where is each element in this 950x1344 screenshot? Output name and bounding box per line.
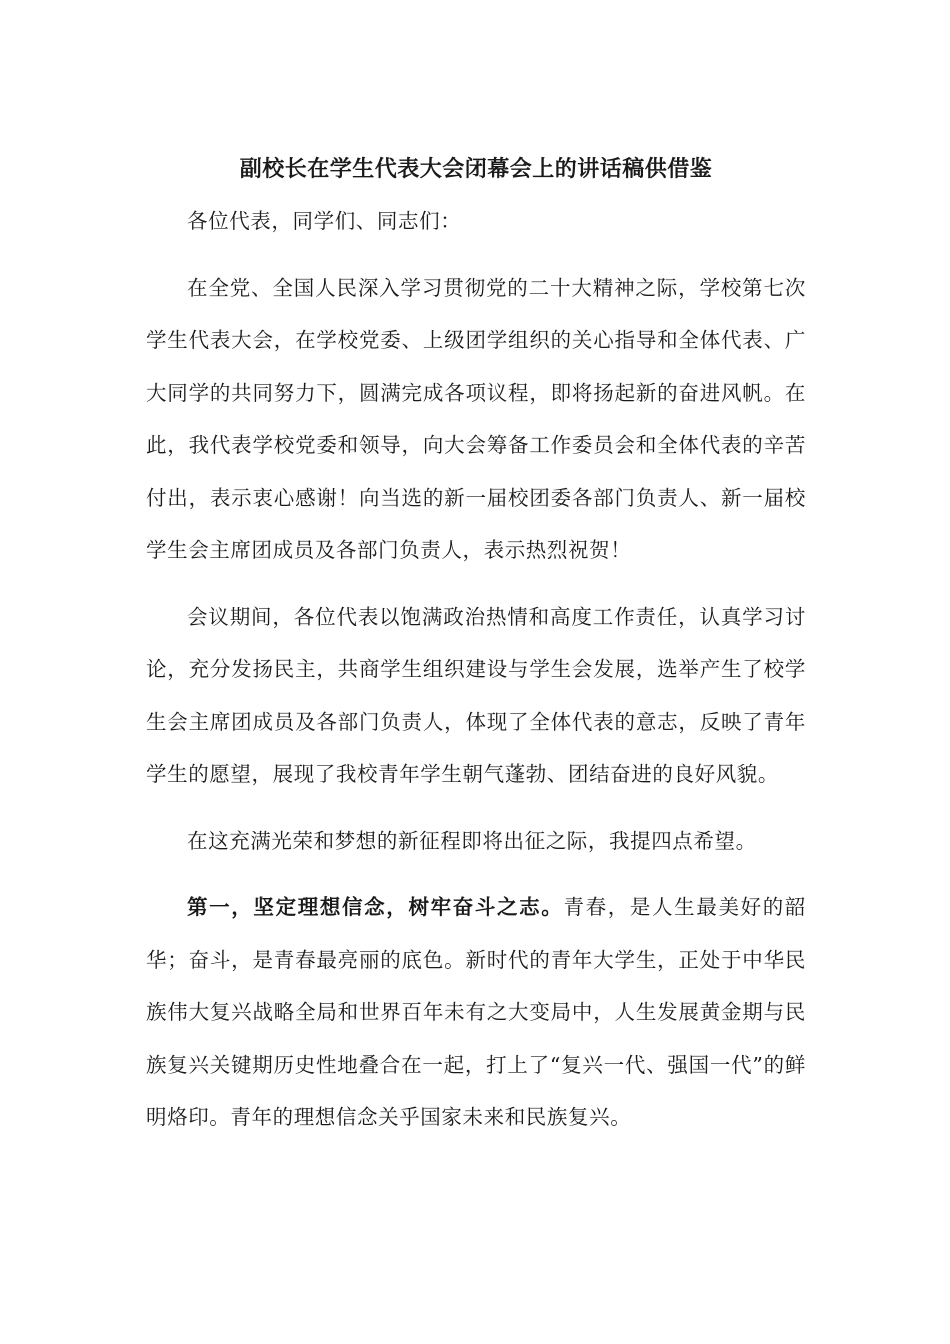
- paragraph-4-lead: 第一，坚定理想信念，树牢奋斗之志。: [187, 895, 564, 919]
- paragraph-1: [146, 262, 806, 577]
- paragraph-2: [146, 591, 806, 801]
- paragraph-3-text: 在这充满光荣和梦想的新征程即将出征之际，我提四点希望。: [187, 828, 757, 853]
- document-title: 副校长在学生代表大会闭幕会上的讲话稿供借鉴: [239, 156, 713, 182]
- paragraph-1-text: 在全党、全国人民深入学习贯彻党的二十大精神之际，学校第七次学生代表大会，在学校党委、上级团学组织的关心指导和全体代表、广大同学的共同努力下，圆满完成各项议程，即将扬起新的奋进风帆。在此，我代表学校党委和领导，向大会筹备工作委员会和全体代表的辛苦付出，表示衷心感谢！向当选的新一届校团委各部门负责人、新一届校学生会主席团成员及各部门负责人，表示热烈祝贺！: [146, 275, 806, 562]
- salutation: 各位代表，同学们、同志们：: [187, 209, 462, 233]
- document-page: [146, 143, 806, 1144]
- paragraph-2-text: 会议期间，各位代表以饱满政治热情和高度工作责任，认真学习讨论，充分发扬民主，共商学生组织建设与学生会发展，选举产生了校学生会主席团成员及各部门负责人，体现了全体代表的意志，反映了青年学生的愿望，展现了我校青年学生朝气蓬勃、团结奋进的良好风貌。: [146, 604, 806, 786]
- paragraph-4-text: 青春，是人生最美好的韶华；奋斗，是青春最亮丽的底色。新时代的青年大学生，正处于中华民族伟大复兴战略全局和世界百年未有之大变局中，人生发展黄金期与民族复兴关键期历史性地叠合在一起，打上了“复兴一代、强国一代”的鲜明烙印。青年的理想信念关乎国家未来和民族复兴。: [146, 895, 806, 1129]
- paragraph-3: [146, 815, 806, 868]
- paragraph-4: [146, 881, 806, 1144]
